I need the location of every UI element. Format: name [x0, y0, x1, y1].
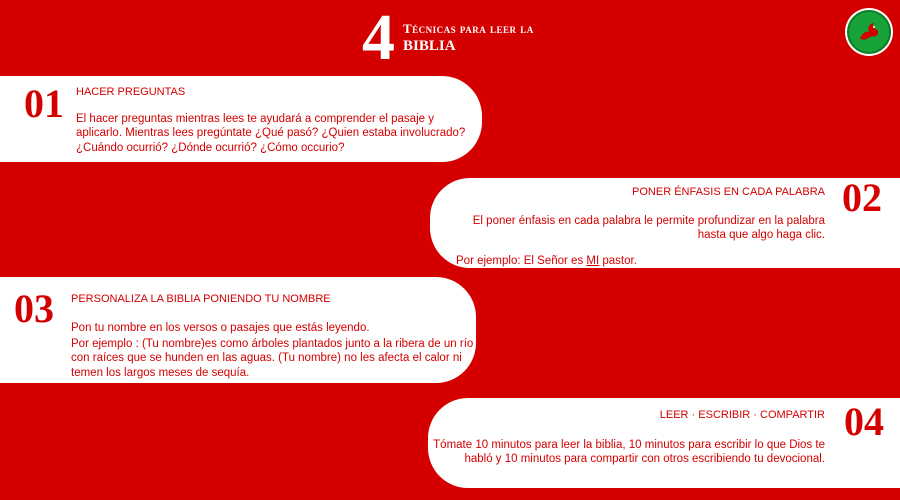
- logo-badge: [847, 10, 891, 54]
- technique-heading: PONER ÉNFASIS EN CADA PALABRA: [632, 186, 825, 198]
- technique-card-4: [428, 398, 900, 488]
- example-prefix: Por ejemplo: El Señor es: [456, 255, 587, 267]
- technique-number: 02: [842, 175, 882, 220]
- technique-body: Pon tu nombre en los versos o pasajes que estás leyendo.: [71, 322, 370, 334]
- page-title: [403, 21, 534, 55]
- header-number: 4: [362, 1, 395, 74]
- technique-body: El hacer preguntas mientras lees te ayudará a comprender el pasaje y aplicarlo. Mientras lees pregúntate ¿Qué pasó? ¿Quien estaba involucrado? ¿Cuándo ocurrió? ¿Dónde ocurrió? ¿Cómo occurio?: [76, 113, 466, 154]
- example-suffix: pastor.: [599, 255, 637, 267]
- technique-card-1: [0, 76, 482, 162]
- technique-heading: PERSONALIZA LA BIBLIA PONIENDO TU NOMBRE: [71, 293, 331, 305]
- technique-example: Por ejemplo : (Tu nombre)es como árboles plantados junto a la ribera de un río con raíces que se hunden en las aguas. (Tu nombre) no les afecta el calor ni temen los largos meses de sequía.: [71, 338, 474, 379]
- technique-example: [456, 254, 637, 268]
- example-emphasis: MI: [586, 255, 600, 267]
- technique-heading: HACER PREGUNTAS: [76, 86, 186, 98]
- logo: [845, 8, 893, 56]
- technique-body: El poner énfasis en cada palabra le permite profundizar en la palabra hasta que algo haga clic.: [472, 215, 825, 242]
- title-line-1: Técnicas para leer la: [403, 21, 534, 37]
- page-header: [362, 1, 534, 74]
- technique-number: 04: [844, 399, 884, 444]
- technique-number: 01: [24, 81, 64, 126]
- dragon-icon: [856, 19, 882, 45]
- technique-heading: LEER · ESCRIBIR · COMPARTIR: [659, 409, 825, 421]
- technique-card-2: [430, 175, 900, 268]
- technique-body: Tómate 10 minutos para leer la biblia, 10 minutos para escribir lo que Dios te habló y 10 minutos para compartir con otros escribiendo tu devocional.: [433, 439, 825, 466]
- title-line-2: BIBLIA: [403, 37, 456, 54]
- technique-number: 03: [14, 286, 54, 331]
- technique-card-3: [0, 277, 476, 383]
